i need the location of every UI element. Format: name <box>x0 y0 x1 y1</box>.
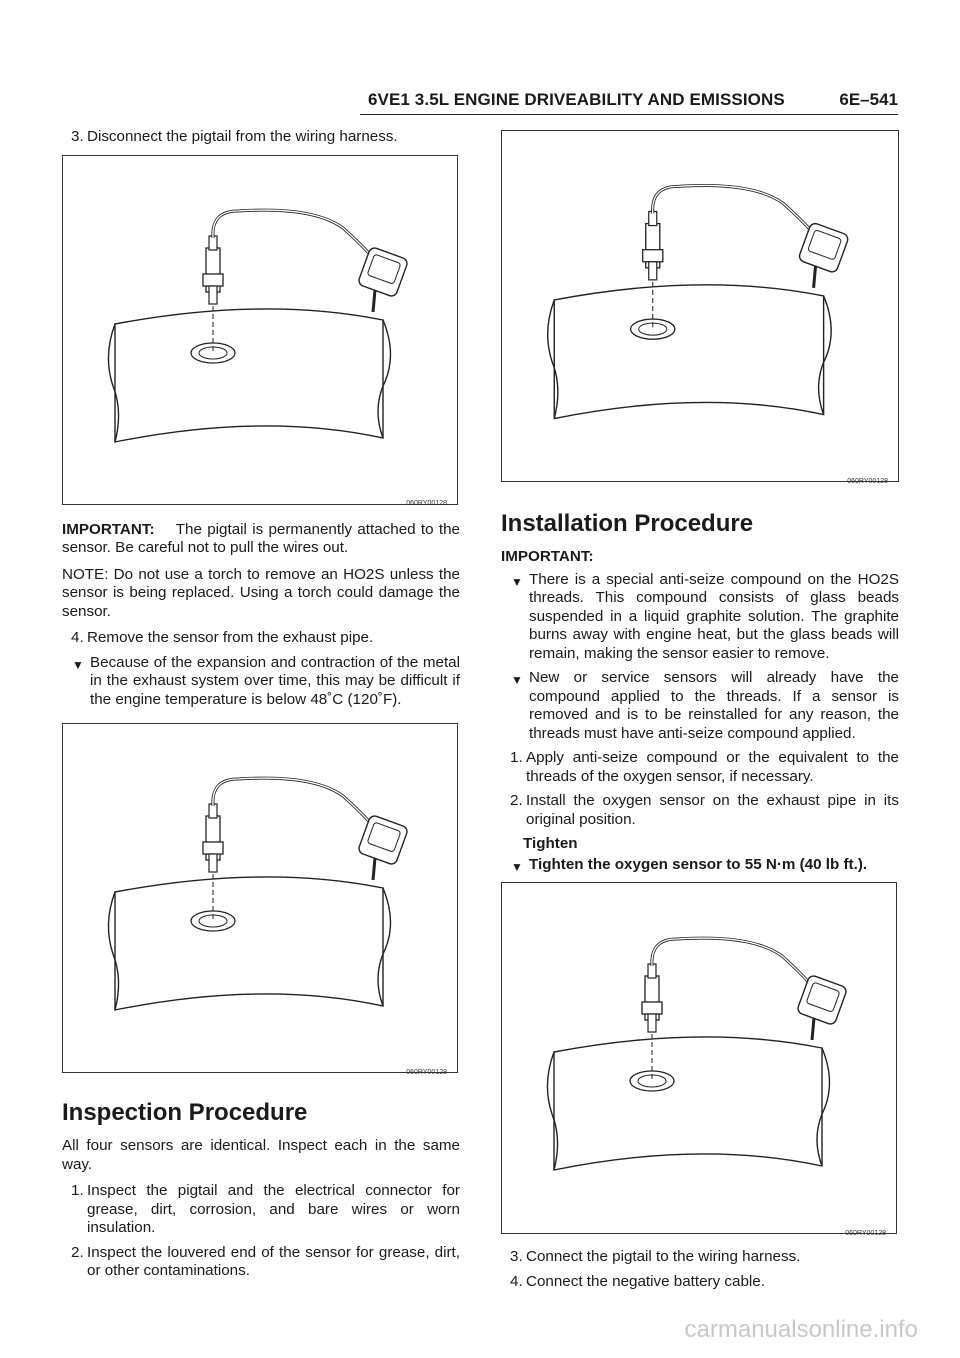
inspection-step-1: 1. Inspect the pigtail and the electrical connector for grease, dirt, corrosion, and bare wires or worn insulation. <box>71 1182 460 1236</box>
figure-code: 060RY00128 <box>406 1068 447 1076</box>
sensor-illustration-4 <box>501 882 897 1237</box>
right-column <box>501 128 899 1297</box>
inspection-heading: Inspection Procedure <box>62 1099 308 1126</box>
triangle-bullet-icon: ▼ <box>72 657 84 672</box>
manual-section-title: 6VE1 3.5L ENGINE DRIVEABILITY AND EMISSIONS <box>368 90 785 109</box>
figure-code: 060RY00128 <box>847 477 888 485</box>
installation-step-3: 3. Connect the pigtail to the wiring harness. <box>510 1248 801 1265</box>
figure-code: 060RY00128 <box>845 1229 886 1237</box>
important-label: IMPORTANT: <box>501 548 594 565</box>
oxygen-sensor-drawing <box>63 156 459 506</box>
step-4-bullet: ▼ Because of the expansion and contraction of the metal in the exhaust system over time, this may be difficult if the engine temperature is below 48˚C (120˚F). <box>72 653 460 708</box>
sensor-illustration-3 <box>501 130 899 485</box>
installation-step-4: 4. Connect the negative battery cable. <box>510 1272 765 1290</box>
torch-note: NOTE: Do not use a torch to remove an HO2S unless the sensor is being replaced. Using a torch could damage the sensor. <box>62 565 460 620</box>
inspection-step-2: 2. Inspect the louvered end of the sensor for grease, dirt, or other contaminations. <box>71 1243 460 1279</box>
figure-code: 060RY00128 <box>406 500 447 507</box>
anti-seize-bullet: ▼ There is a special anti-seize compound on the HO2S threads. This compound consists of glass beads suspended in a liquid graphite solution. The graphite burns away with engine heat, but the glass beads will remain, making the sensor easier to remove. <box>511 570 899 662</box>
triangle-bullet-icon: ▼ <box>511 574 523 589</box>
installation-step-1: 1. Apply anti-seize compound or the equivalent to the threads of the oxygen sensor, if necessary. <box>510 749 899 785</box>
triangle-bullet-icon: ▼ <box>511 859 523 874</box>
torque-spec: ▼ Tighten the oxygen sensor to 55 N·m (40 lb ft.). <box>501 856 899 875</box>
important-note: IMPORTANT: The pigtail is permanently attached to the sensor. Be careful not to pull the wires out. <box>62 520 460 556</box>
oxygen-sensor-drawing <box>63 724 459 1074</box>
installation-heading: Installation Procedure <box>501 510 754 537</box>
sensor-illustration-2 <box>62 723 458 1076</box>
page-number: 6E–541 <box>839 90 898 109</box>
removal-step-4: 4. Remove the sensor from the exhaust pipe. <box>71 629 374 646</box>
header-rule <box>360 114 898 115</box>
service-sensor-bullet: ▼ New or service sensors will already have the compound applied to the threads. If a sensor is removed and is to be reinstalled for any reason, the threads must have anti-seize compound applied. <box>511 669 899 742</box>
tighten-label: Tighten <box>523 835 578 852</box>
sensor-illustration-1 <box>62 155 458 505</box>
page-header <box>60 88 898 118</box>
watermark-link[interactable]: carmanualsonline.info <box>684 1316 918 1343</box>
oxygen-sensor-drawing <box>502 131 900 483</box>
triangle-bullet-icon: ▼ <box>511 673 523 687</box>
inspection-intro: All four sensors are identical. Inspect each in the same way. <box>62 1137 460 1173</box>
removal-step-3: 3. Disconnect the pigtail from the wiring harness. <box>71 128 398 145</box>
left-column <box>62 128 460 1287</box>
installation-step-2: 2. Install the oxygen sensor on the exhaust pipe in its original position. <box>510 792 899 828</box>
oxygen-sensor-drawing <box>502 883 898 1235</box>
